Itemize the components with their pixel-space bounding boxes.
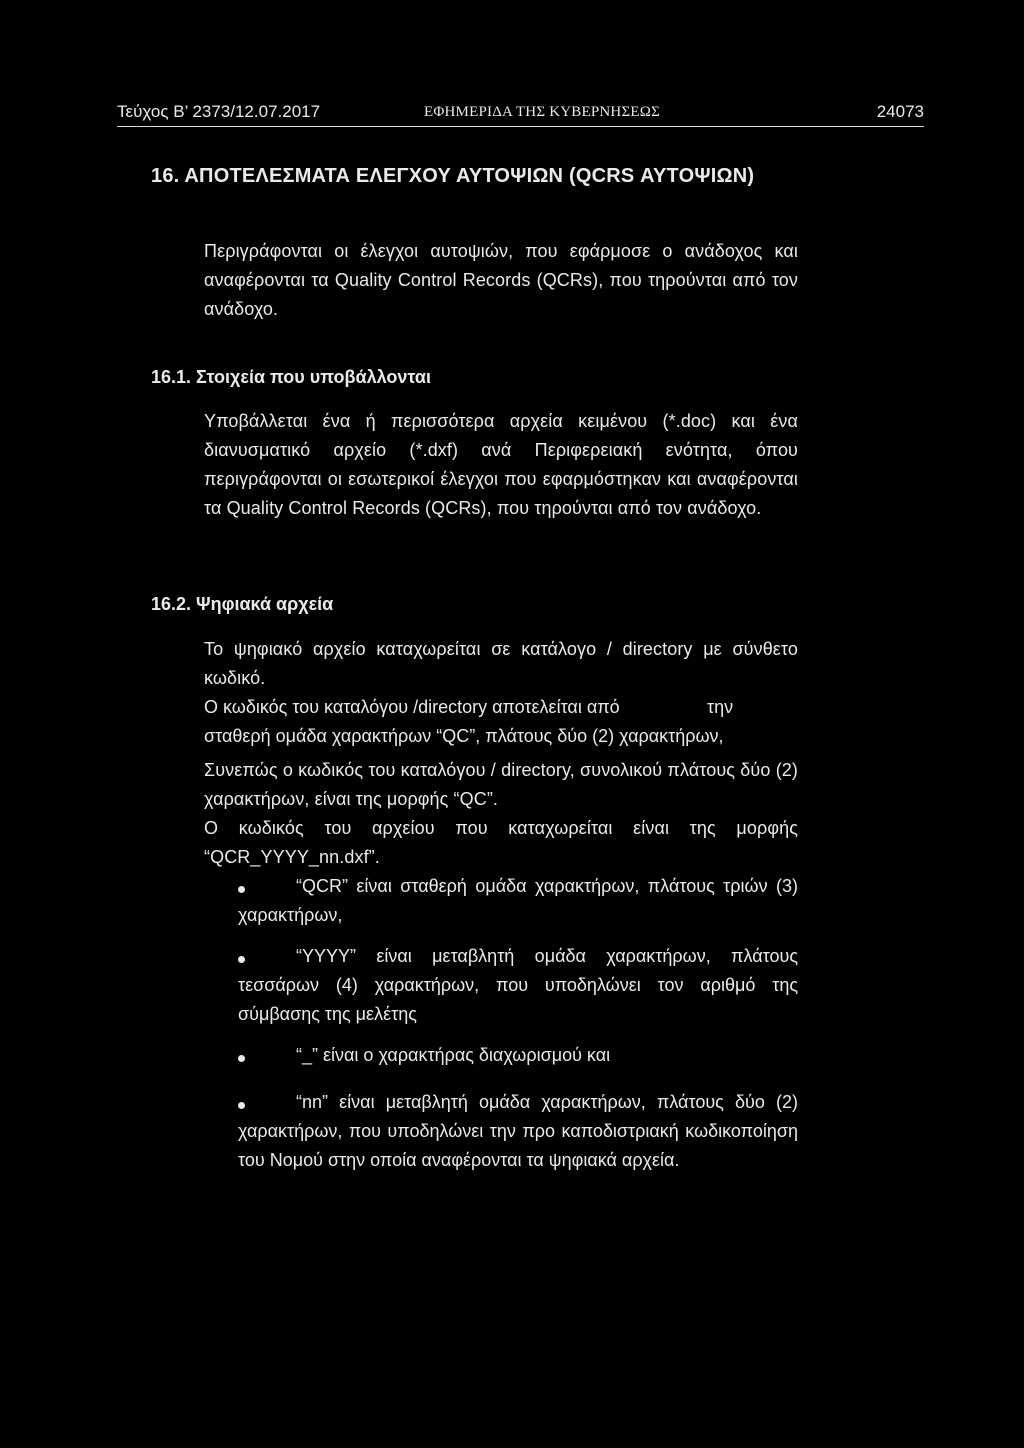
subsection-2-paragraph-1: Το ψηφιακό αρχείο καταχωρείται σε κατάλογο / directory με σύνθετο κωδικό. [204, 639, 798, 688]
issue-reference: Τεύχος Β’ 2373/12.07.2017 [117, 102, 321, 121]
subsection-title-2: 16.2. Ψηφιακά αρχεία [151, 594, 334, 614]
section-title: 16. ΑΠΟΤΕΛΕΣΜΑΤΑ ΕΛΕΓΧΟΥ ΑΥΤΟΨΙΩΝ (QCRS ΑΥΤΟΨΙΩΝ) [151, 165, 755, 187]
page-header [117, 100, 924, 127]
list-item-text: “_” είναι ο χαρακτήρας διαχωρισμού και [296, 1045, 611, 1065]
list-item-text: “QCR” είναι σταθερή ομάδα χαρακτήρων, πλάτους τριών (3) χαρακτήρων, [238, 876, 798, 925]
list-item [238, 872, 798, 930]
list-item [238, 1088, 798, 1175]
list-item-text: “YYYY” είναι μεταβλητή ομάδα χαρακτήρων, πλάτους τεσσάρων (4) χαρακτήρων, που υποδηλώνει τον αριθμό της σύμβασης της μελέτης [238, 946, 798, 1024]
list-item [238, 942, 798, 1029]
gazette-title: ΕΦΗΜΕΡΙΔΑ ΤΗΣ ΚΥΒΕΡΝΗΣΕΩΣ [424, 104, 661, 120]
paragraph-2-line-1: Ο κωδικός του καταλόγου /directory αποτελείται από [204, 697, 620, 717]
list-item-text: “nn” είναι μεταβλητή ομάδα χαρακτήρων, πλάτους δύο (2) χαρακτήρων, που υποδηλώνει την προ καποδιστριακή κωδικοποίηση του Νομού στην οποία αναφέρονται τα ψηφιακά αρχεία. [238, 1092, 798, 1170]
subsection-2-paragraph-4: Ο κωδικός του αρχείου που καταχωρείται είναι της μορφής “QCR_YYYY_nn.dxf”. [204, 818, 798, 867]
subsection-1-text: Υποβάλλεται ένα ή περισσότερα αρχεία κειμένου (*.doc) και ένα διανυσματικό αρχείο (*.dxf) ανά Περιφερειακή ενότητα, όπου περιγράφονται οι εσωτερικοί έλεγχοι που εφαρμόστηκαν και αναφέρονται τα Quality Control Records (QCRs), που τηρούνται από τον ανάδοχο. [204, 411, 798, 518]
paragraph-2-word: την [707, 697, 734, 717]
paragraph-2-line-2: σταθερή ομάδα χαρακτήρων “QC”, πλάτους δύο (2) χαρακτήρων, [204, 726, 724, 746]
list-item [238, 1041, 798, 1070]
page-number: 24073 [876, 102, 924, 121]
subsection-2-paragraph-3: Συνεπώς ο κωδικός του καταλόγου / directory, συνολικού πλάτους δύο (2) χαρακτήρων, είναι της μορφής “QC”. [204, 760, 798, 809]
section-intro: Περιγράφονται οι έλεγχοι αυτοψιών, που εφάρμοσε ο ανάδοχος και αναφέρονται τα Quality Control Records (QCRs), που τηρούνται από τον ανάδοχο. [204, 241, 798, 319]
subsection-title-1: 16.1. Στοιχεία που υποβάλλονται [151, 367, 431, 387]
